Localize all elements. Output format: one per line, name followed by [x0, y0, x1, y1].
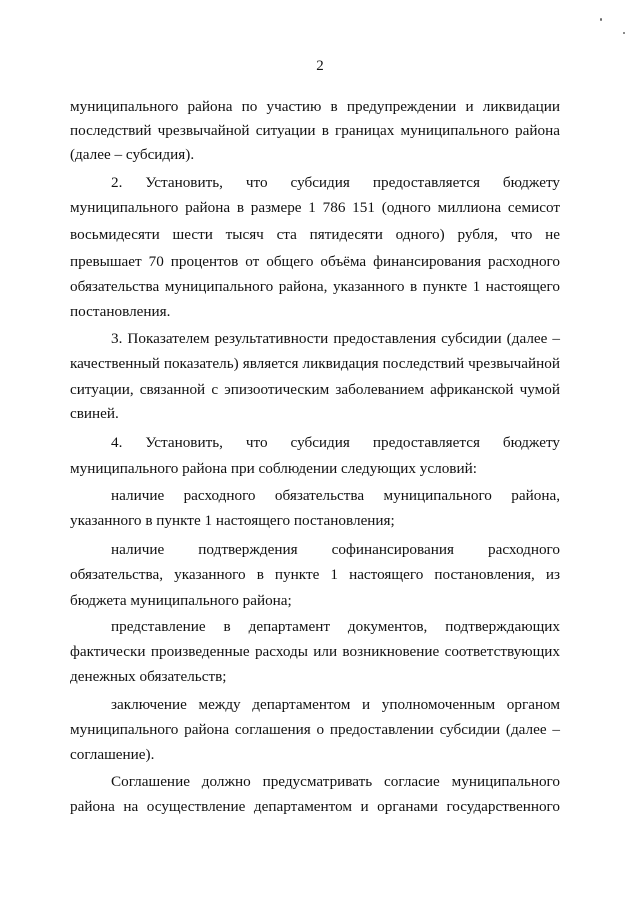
text-line: последствий чрезвычайной ситуации в границах муниципального района: [70, 122, 560, 139]
text-line: обязательства, указанного в пункте 1 настоящего постановления, из: [70, 566, 560, 583]
text-line: Соглашение должно предусматривать согласие муниципального: [111, 773, 560, 790]
text-line: соглашение).: [70, 746, 155, 763]
text-line: наличие подтверждения софинансирования расходного: [111, 541, 560, 558]
text-line: восьмидесяти шести тысяч ста пятидесяти одного) рубля, что не: [70, 226, 560, 243]
text-line: свиней.: [70, 405, 119, 422]
text-line: обязательства муниципального района, указанного в пункте 1 настоящего: [70, 278, 560, 295]
text-line: постановления.: [70, 303, 171, 320]
text-line: превышает 70 процентов от общего объёма финансирования расходного: [70, 253, 560, 270]
text-line: фактически произведенные расходы или возникновение соответствующих: [70, 643, 560, 660]
scan-speck: [623, 32, 625, 34]
text-line: муниципального района при соблюдении следующих условий:: [70, 460, 477, 477]
text-line: муниципального района соглашения о предоставлении субсидии (далее –: [70, 721, 560, 738]
text-line: муниципального района по участию в предупреждении и ликвидации: [70, 98, 560, 115]
text-line: 3. Показателем результативности предоставления субсидии (далее –: [111, 330, 560, 347]
text-line: заключение между департаментом и уполномоченным органом: [111, 696, 560, 713]
text-line: района на осуществление департаментом и органами государственного: [70, 798, 560, 815]
text-line: денежных обязательств;: [70, 668, 227, 685]
scan-speck: [600, 18, 602, 21]
text-line: бюджета муниципального района;: [70, 592, 292, 609]
text-line: 2. Установить, что субсидия предоставляется бюджету: [111, 174, 560, 191]
text-line: качественный показатель) является ликвидация последствий чрезвычайной: [70, 355, 560, 372]
text-line: 4. Установить, что субсидия предоставляется бюджету: [111, 434, 560, 451]
text-line: представление в департамент документов, подтверждающих: [111, 618, 560, 635]
text-line: наличие расходного обязательства муниципального района,: [111, 487, 560, 504]
text-line: указанного в пункте 1 настоящего постановления;: [70, 512, 395, 529]
text-line: муниципального района в размере 1 786 151 (одного миллиона семисот: [70, 199, 560, 216]
text-line: ситуации, связанной с эпизоотическим заболеванием африканской чумой: [70, 381, 560, 398]
text-line: (далее – субсидия).: [70, 146, 195, 163]
page-number: 2: [316, 58, 324, 74]
